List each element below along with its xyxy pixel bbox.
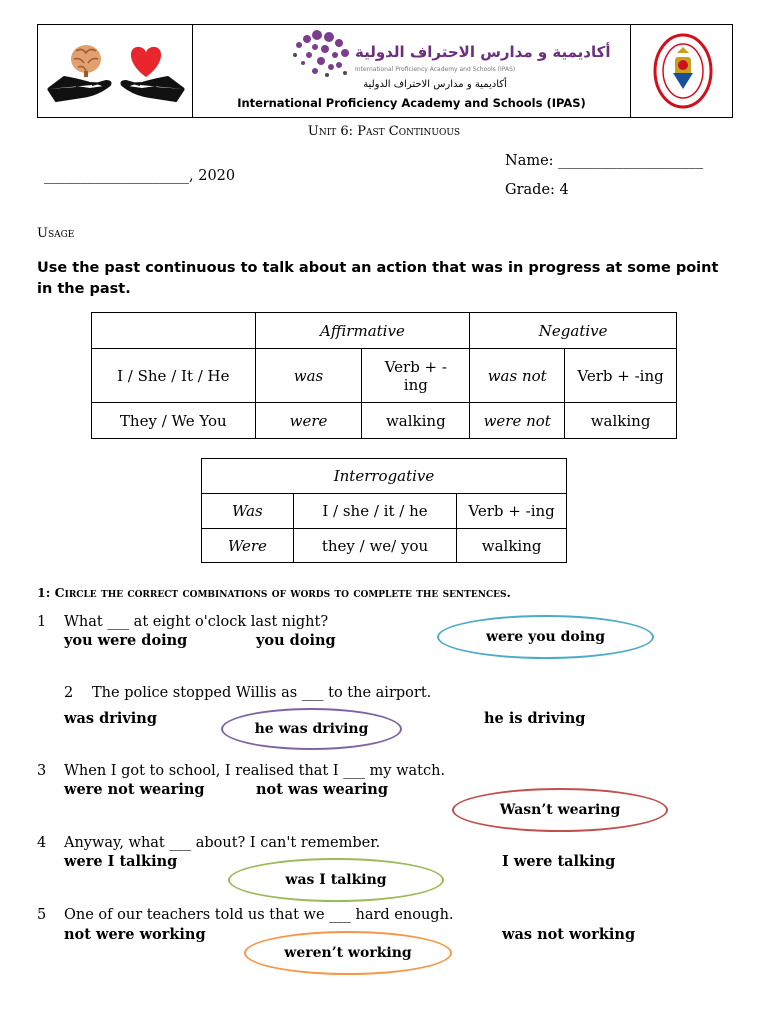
item-option: was not working [502, 926, 636, 943]
interrogative-table [201, 458, 567, 563]
table1-subject-singular: I / She / It / He [92, 349, 256, 403]
item-question: The police stopped Willis as ___ to the airport. [92, 685, 432, 701]
item-number: 4 [37, 835, 47, 851]
item-number: 3 [37, 763, 47, 779]
table2-cell-were: Were [202, 529, 294, 563]
answer-ellipse: weren’t working [244, 931, 452, 975]
grade-line: Grade: 4 [505, 182, 569, 198]
usage-heading: Usage [37, 226, 75, 241]
item-option: not was wearing [256, 781, 388, 798]
name-line: Name: ____________________ [505, 153, 704, 169]
item-option: were not wearing [64, 781, 205, 798]
academy-name: International Proficiency Academy and Schools (IPAS) [237, 96, 586, 110]
item-option: not were working [64, 926, 206, 943]
table1-cell-were-not: were not [470, 403, 565, 439]
answer-ellipse: he was driving [221, 708, 402, 750]
table1-cell-verb-ing-neg: Verb + -ing [565, 349, 677, 403]
item-question: What ___ at eight o'clock last night? [64, 614, 329, 630]
header-left-cell [38, 25, 193, 117]
table1-cell-walking-neg: walking [565, 403, 677, 439]
header-middle-cell [193, 25, 631, 117]
item-question: Anyway, what ___ about? I can't remember. [64, 835, 381, 851]
item-option: were I talking [64, 853, 178, 870]
unit-title: Unit 6: Past Continuous [307, 124, 461, 139]
table1-cell-was: was [255, 349, 362, 403]
table2-subject-plural: they / we/ you [293, 529, 456, 563]
item-number: 5 [37, 907, 47, 923]
date-line: ____________________, 2020 [44, 168, 236, 184]
table2-header-interrogative: Interrogative [202, 459, 567, 494]
item-option: I were talking [502, 853, 616, 870]
academy-arabic-name: أكاديمية و مدارس الاحتراف الدولية [355, 43, 611, 61]
exercise-heading: 1: Circle the correct combinations of words to complete the sentences. [37, 585, 511, 600]
item-question: One of our teachers told us that we ___ hard enough. [64, 907, 454, 923]
table1-cell-were: were [255, 403, 362, 439]
item-option: was driving [64, 710, 157, 727]
table2-cell-verb-ing: Verb + -ing [457, 494, 567, 529]
item-question: When I got to school, I realised that I ___ my watch. [64, 763, 446, 779]
academy-latin-small: International Proficiency Academy and Schools (IPAS) [355, 66, 516, 73]
table2-cell-was: Was [202, 494, 294, 529]
item-number: 2 [64, 685, 74, 701]
item-option: you were doing [64, 632, 188, 649]
academy-arabic-subtitle: أكاديمية و مدارس الاحتراف الدولية [363, 79, 507, 90]
table2-cell-walking: walking [457, 529, 567, 563]
header-right-cell [631, 25, 732, 117]
table1-corner-cell [92, 313, 256, 349]
affirmative-negative-table [91, 312, 677, 439]
header-table [37, 24, 733, 118]
item-option: he is driving [484, 710, 586, 727]
table1-header-affirmative: Affirmative [255, 313, 470, 349]
answer-ellipse: was I talking [228, 858, 444, 902]
brain-heart-hands-logo [46, 39, 186, 105]
academy-logo [285, 29, 611, 95]
ministry-seal-logo [653, 33, 713, 109]
table1-cell-verb-ing: Verb + -ing [362, 349, 470, 403]
answer-ellipse: were you doing [437, 615, 654, 659]
table1-subject-plural: They / We You [92, 403, 256, 439]
answer-ellipse: Wasn’t wearing [452, 788, 668, 832]
item-number: 1 [37, 614, 47, 630]
item-option: you doing [256, 632, 336, 649]
table1-header-negative: Negative [470, 313, 677, 349]
table1-cell-walking: walking [362, 403, 470, 439]
table2-subject-singular: I / she / it / he [293, 494, 456, 529]
usage-text: Use the past continuous to talk about an action that was in progress at some point in the past. [37, 260, 719, 297]
table1-cell-was-not: was not [470, 349, 565, 403]
